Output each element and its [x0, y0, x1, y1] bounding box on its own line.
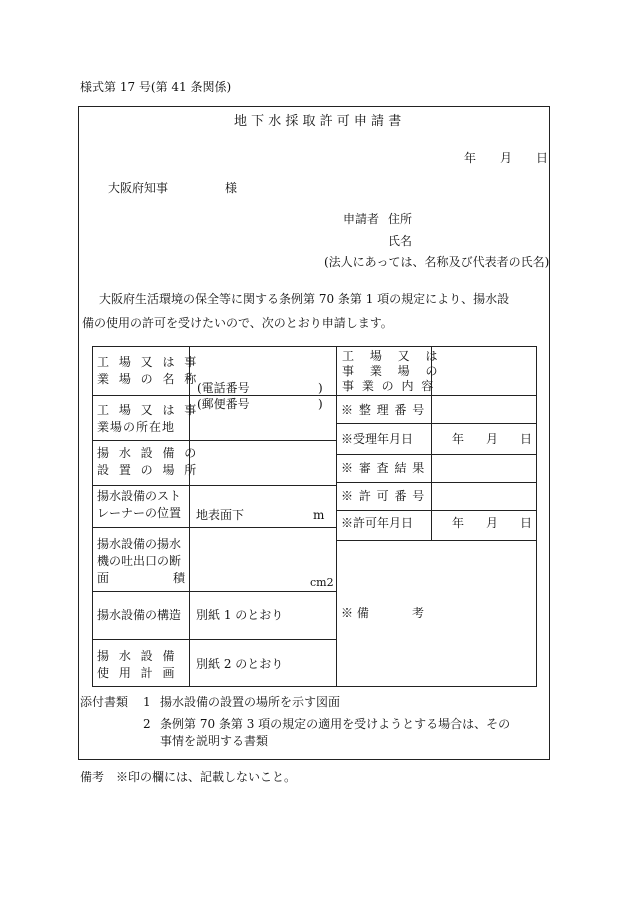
- remarks-label: 考: [412, 606, 425, 620]
- structure-value: 別紙 1 のとおり: [196, 608, 284, 622]
- date-month[interactable]: 月: [500, 151, 513, 165]
- attachment-2-line-1: 条例第 70 条第 3 項の規定の適用を受けようとする場合は、その: [160, 717, 511, 731]
- form-title: 地 下 水 採 取 許 可 申 請 書: [234, 114, 402, 129]
- attachments-label: 添付書類: [80, 695, 129, 709]
- body-line-2: 備の使用の許可を受けたいので、次のとおり申請します。: [82, 316, 393, 330]
- strainer-depth-field[interactable]: 地表面下: [196, 508, 245, 522]
- permit-date-label: ※許可年月日: [341, 516, 414, 530]
- outlet-label-3a: 面: [97, 571, 110, 585]
- facility-location-label-1: 工 場 又 は 事: [97, 403, 200, 417]
- plan-label-1: 揚 水 設 備: [97, 649, 178, 663]
- postal-paren-close: ): [318, 397, 323, 411]
- postal-code-field[interactable]: (郵便番号: [197, 397, 250, 411]
- received-year: 年: [452, 432, 465, 446]
- applicant-name-field[interactable]: 氏名: [388, 234, 413, 248]
- body-line-1: 大阪府生活環境の保全等に関する条例第 70 条第 1 項の規定により、揚水設: [99, 292, 510, 306]
- form-number-label: 様式第 17 号(第 41 条関係): [80, 80, 232, 94]
- business-label-1: 工 場 又 は: [342, 349, 444, 363]
- applicant-label: 申請者: [343, 212, 380, 226]
- outlet-label-2: 機の吐出口の断: [97, 554, 182, 568]
- corporate-note: (法人にあっては、名称及び代表者の氏名): [324, 255, 550, 269]
- outlet-label-3b: 積: [173, 571, 186, 585]
- footnote-text: ※印の欄には、記載しないこと。: [116, 770, 297, 784]
- attachment-1-text: 揚水設備の設置の場所を示す図面: [160, 695, 341, 709]
- attachment-1-number: 1: [143, 695, 151, 709]
- business-label-2: 事 業 場 の: [342, 364, 444, 378]
- permit-number-label: ※ 許 可 番 号: [341, 489, 426, 503]
- permit-day: 日: [520, 516, 533, 530]
- attachment-2-number: 2: [143, 717, 151, 731]
- facility-location-label-2: 業場の所在地: [97, 420, 176, 434]
- date-year[interactable]: 年: [464, 151, 477, 165]
- review-result-label: ※ 審 査 結 果: [341, 461, 426, 475]
- phone-number-field[interactable]: (電話番号: [197, 381, 250, 395]
- strainer-label-2: レーナーの位置: [97, 506, 182, 520]
- addressee-name: 大阪府知事: [108, 181, 169, 195]
- well-place-label-2: 設 置 の 場 所: [97, 463, 200, 477]
- received-month: 月: [486, 432, 499, 446]
- well-place-label-1: 揚 水 設 備 の: [97, 446, 200, 460]
- facility-name-label-2: 業 場 の 名 称: [97, 372, 200, 386]
- structure-label: 揚水設備の構造: [97, 608, 182, 622]
- business-label-3: 事 業 の 内 容: [342, 379, 436, 393]
- footnote-label: 備考: [80, 770, 105, 784]
- strainer-unit: m: [313, 508, 325, 522]
- outlet-label-1: 揚水設備の揚水: [97, 537, 182, 551]
- permit-year: 年: [452, 516, 465, 530]
- plan-value: 別紙 2 のとおり: [196, 657, 284, 671]
- addressee-honorific: 様: [225, 181, 238, 195]
- plan-label-2: 使 用 計 画: [97, 666, 178, 680]
- facility-name-label-1: 工 場 又 は 事: [97, 355, 200, 369]
- received-day: 日: [520, 432, 533, 446]
- phone-paren-close: ): [318, 381, 323, 395]
- received-date-label: ※受理年月日: [341, 432, 414, 446]
- attachment-2-line-2: 事情を説明する書類: [160, 734, 269, 748]
- applicant-address-field[interactable]: 住所: [388, 212, 413, 226]
- strainer-label-1: 揚水設備のスト: [97, 489, 182, 503]
- date-day[interactable]: 日: [536, 151, 549, 165]
- remarks-mark: ※ 備: [341, 606, 369, 620]
- permit-month: 月: [486, 516, 499, 530]
- ref-number-label: ※ 整 理 番 号: [341, 403, 426, 417]
- outlet-area-unit[interactable]: cm2: [310, 576, 334, 589]
